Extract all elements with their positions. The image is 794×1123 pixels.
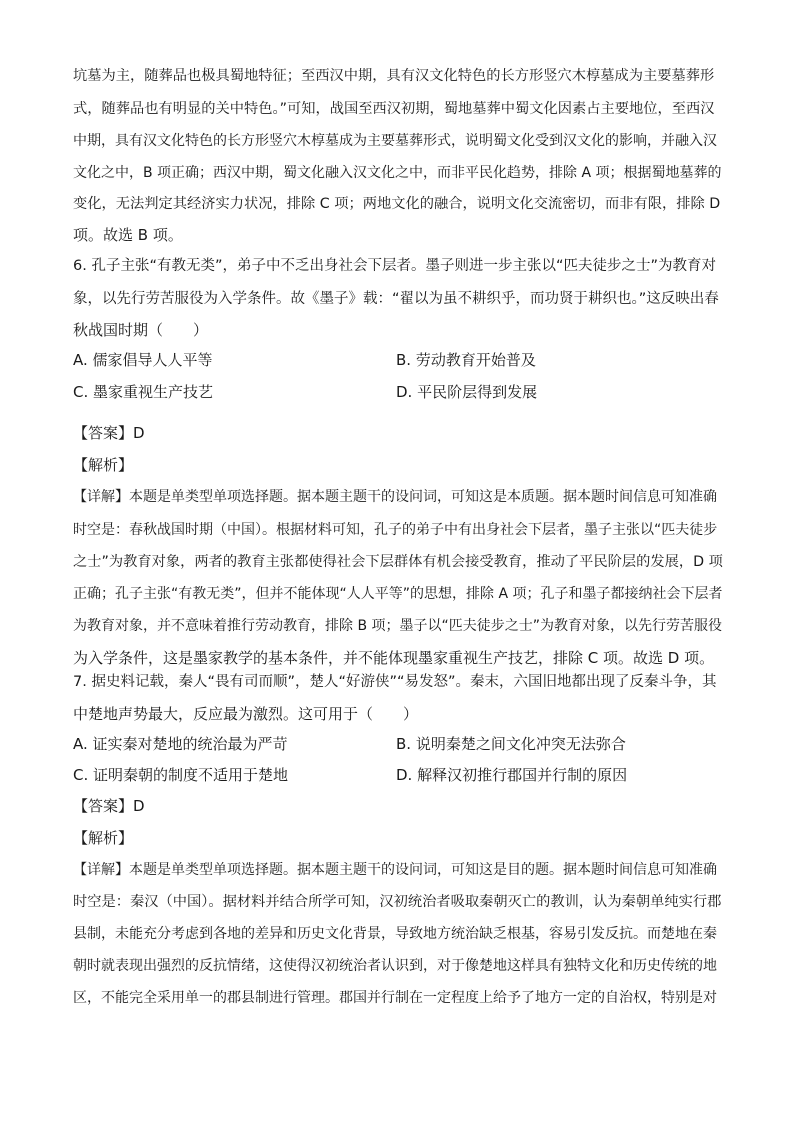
text-line: 文化之中，B 项正确；西汉中期，蜀文化融入汉文化之中，而非平民化趋势，排除 A 项；根据蜀地墓葬的 <box>73 165 722 181</box>
detail-line: 时空是：秦汉（中国）。据材料并结合所学可知，汉初统治者吸取秦朝灭亡的教训，认为秦朝单纯实行郡 <box>73 894 722 910</box>
option-d: D. 解释汉初推行郡国并行制的原因 <box>396 766 628 784</box>
text-line: 变化，无法判定其经济实力状况，排除 C 项；两地文化的融合，说明文化交流密切，而非有限，排除 D <box>73 196 721 212</box>
detail-line: 为教育对象，并不意味着推行劳动教育，排除 B 项；墨子以“匹夫徒步之士”为教育对象，以先行劳苦服役 <box>73 618 723 634</box>
option-c: C. 墨家重视生产技艺 <box>73 383 214 401</box>
option-a: A. 证实秦对楚地的统治最为严苛 <box>73 735 288 753</box>
option-a: A. 儒家倡导人人平等 <box>73 351 213 369</box>
question-stem: 秋战国时期（ ） <box>73 321 209 339</box>
detail-line: 【详解】本题是单类型单项选择题。据本题主题干的设问词，可知这是本质题。据本题时间信息可知准确 <box>73 489 717 505</box>
question-stem: 象，以先行劳苦服役为入学条件。故《墨子》载：“翟以为虽不耕织乎，而功贤于耕织也。”这反映出春 <box>73 291 719 307</box>
question-stem: 7. 据史料记载，秦人“畏有司而顺”，楚人“好游侠”“易发怒”。秦末，六国旧地都出现了反秦斗争，其 <box>73 674 717 690</box>
option-d: D. 平民阶层得到发展 <box>396 383 538 401</box>
detail-line: 时空是：春秋战国时期（中国）。根据材料可知，孔子的弟子中有出身社会下层者，墨子主张以“匹夫徒步 <box>73 522 718 538</box>
detail-line: 之士”为教育对象，两者的教育主张都使得社会下层群体有机会接受教育，推动了平民阶层的发展，D 项 <box>73 554 723 570</box>
option-b: B. 劳动教育开始普及 <box>396 351 536 369</box>
detail-line: 正确；孔子主张“有教无类”，但并不能体现“人人平等”的思想，排除 A 项；孔子和墨子都接纳社会下层者 <box>73 586 723 602</box>
analysis-label: 【解析】 <box>73 456 134 474</box>
analysis-label: 【解析】 <box>73 829 134 847</box>
option-c: C. 证明秦朝的制度不适用于楚地 <box>73 766 289 784</box>
option-b: B. 说明秦楚之间文化冲突无法弥合 <box>396 735 626 753</box>
question-stem: 6. 孔子主张“有教无类”，弟子中不乏出身社会下层者。墨子则进一步主张以“匹夫徒步之士”为教育对 <box>73 258 716 274</box>
detail-line: 县制，未能充分考虑到各地的差异和历史文化背景，导致地方统治缺乏根基，容易引发反抗。而楚地在秦 <box>73 926 717 942</box>
detail-line: 为入学条件，这是墨家教学的基本条件，并不能体现墨家重视生产技艺，排除 C 项。故选 D 项。 <box>73 649 715 667</box>
text-line: 坑墓为主，随葬品也极具蜀地特征；至西汉中期，具有汉文化特色的长方形竖穴木椁墓成为主要墓葬形 <box>73 68 715 84</box>
text-line: 式，随葬品也有明显的关中特色。”可知，战国至西汉初期，蜀地墓葬中蜀文化因素占主要地位，至西汉 <box>73 101 715 117</box>
answer: 【答案】D <box>73 797 145 815</box>
question-stem: 中楚地声势最大，反应最为激烈。这可用于（ ） <box>73 705 419 723</box>
detail-line: 区，不能完全采用单一的郡县制进行管理。郡国并行制在一定程度上给予了地方一定的自治权，特别是对 <box>73 990 717 1006</box>
text-line: 项。故选 B 项。 <box>73 226 183 244</box>
text-line: 中期，具有汉文化特色的长方形竖穴木椁墓成为主要墓葬形式，说明蜀文化受到汉文化的影响，并融入汉 <box>73 133 717 149</box>
answer: 【答案】D <box>73 424 145 442</box>
detail-line: 朝时就表现出强烈的反抗情绪，这使得汉初统治者认识到，对于像楚地这样具有独特文化和历史传统的地 <box>73 958 717 974</box>
detail-line: 【详解】本题是单类型单项选择题。据本题主题干的设问词，可知这是目的题。据本题时间信息可知准确 <box>73 862 717 878</box>
